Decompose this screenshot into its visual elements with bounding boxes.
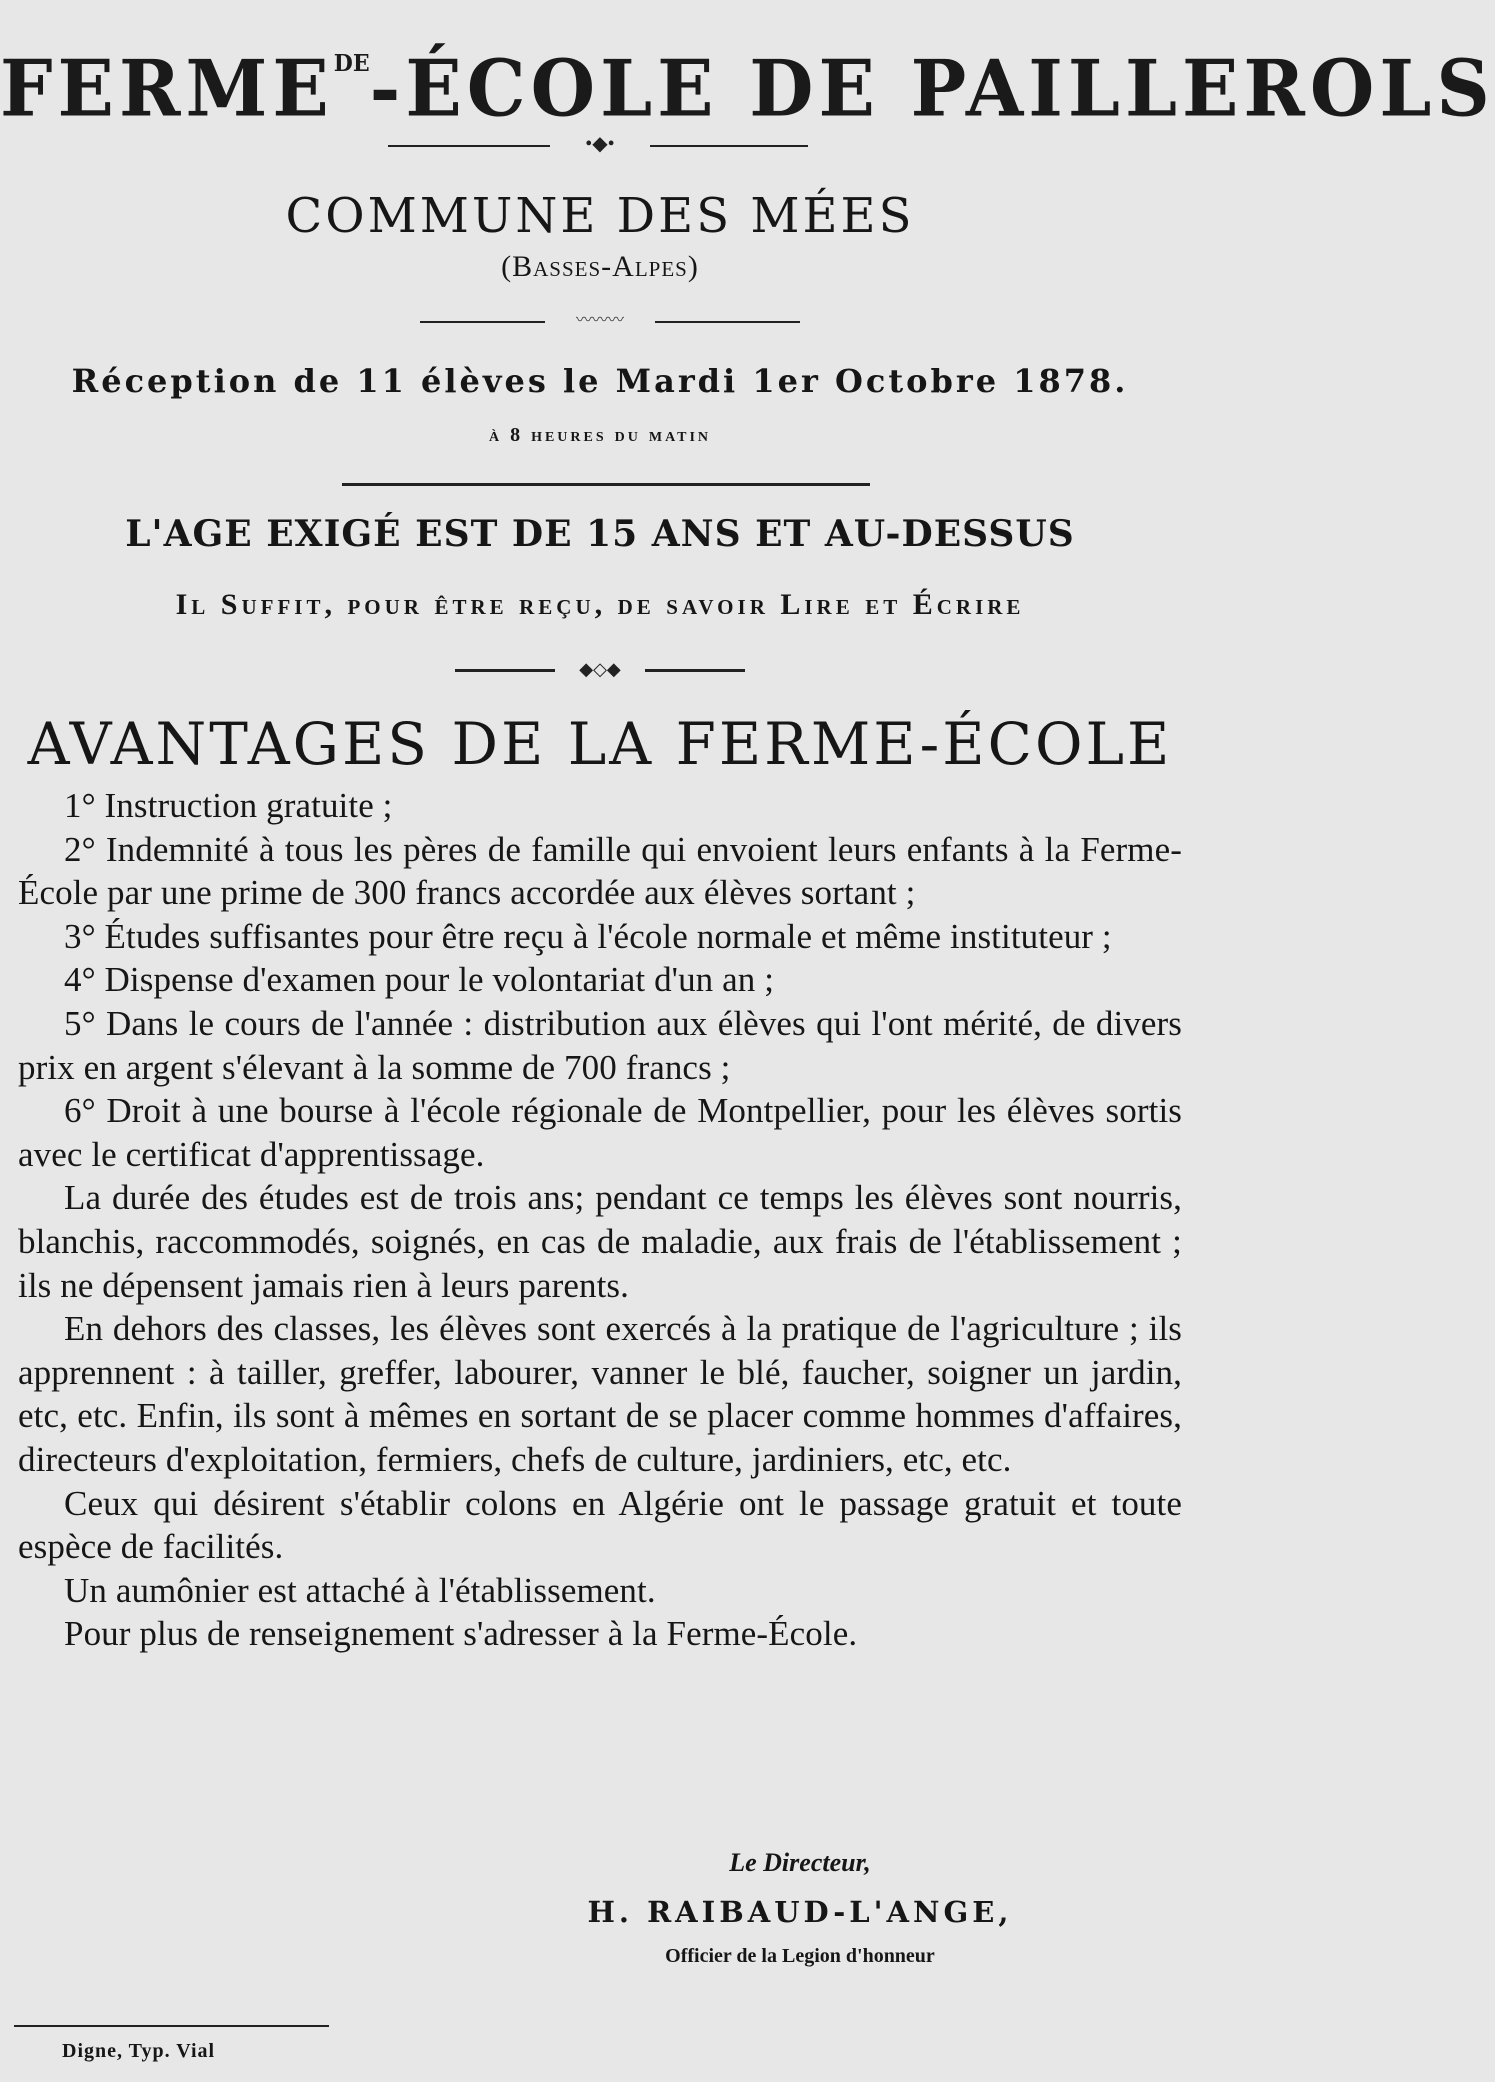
age-requirement: L'AGE EXIGÉ EST DE 15 ANS ET AU-DESSUS [125,513,1075,555]
advantage-paragraph: 1° Instruction gratuite ; [64,786,393,825]
signature-title: Officier de la Legion d'honneur [665,1945,935,1967]
title-part-2: -ÉCOLE DE PAILLEROLS [369,43,1495,135]
region-subheading: (Basses-Alpes) [501,250,699,283]
info-paragraph: En dehors des classes, les élèves sont exercés à la pratique de l'agriculture ; ils apprennent : à tailler, greffer, labourer, vanner le blé, faucher, soigner un jardin, etc, etc. Enfin, ils sont à mêmes en sortant de se placer comme hommes d'affaires, directeurs d'exploitation, fermiers, chefs de culture, jardiniers, etc, etc. [18,1309,1182,1479]
divider-ornament: ◆◇◆ [555,660,645,678]
commune-heading: COMMUNE DES MÉES [285,188,915,244]
advantage-paragraph: 4° Dispense d'examen pour le volontariat d'un an ; [64,960,775,1000]
title-part-1: FERME [0,43,334,135]
info-paragraph: La durée des études est de trois ans; pendant ce temps les élèves sont nourris, blanchis, raccommodés, soignés, en cas de maladie, aux frais de l'établissement ; ils ne dépensent jamais rien à leurs parents. [18,1178,1182,1305]
reading-requirement: Il Suffit, pour être reçu, de savoir Lire et Écrire [175,588,1025,621]
advantages-heading: AVANTAGES DE LA FERME-ÉCOLE [27,710,1173,778]
signature-role: Le Directeur, [729,1848,871,1877]
advantage-paragraph: 6° Droit à une bourse à l'école régionale de Montpellier, pour les élèves sortis avec le certificat d'apprentissage. [18,1091,1182,1174]
info-paragraph: Un aumônier est attaché à l'établissement. [64,1570,656,1610]
advantage-paragraph: 3° Études suffisantes pour être reçu à l'école normale et même instituteur ; [64,916,1112,956]
info-paragraph: Pour plus de renseignement s'adresser à la Ferme-École. [64,1614,858,1654]
divider-ornament: 〰〰〰 [545,313,655,329]
reception-hour: à 8 heures du matin [488,424,712,446]
signature-name: H. RAIBAUD-L'ANGE, [587,1895,1013,1929]
advantages-body [18,784,1182,1656]
info-paragraph: Ceux qui désirent s'établir colons en Algérie ont le passage gratuit et toute espèce de facilités. [18,1483,1182,1567]
advantage-paragraph: 5° Dans le cours de l'année : distribution aux élèves qui l'ont mérité, de divers prix en argent s'élevant à la somme de 700 francs ; [18,1003,1182,1087]
reception-notice: Réception de 11 élèves le Mardi 1er Octobre 1878. [71,362,1129,400]
advantage-paragraph: 2° Indemnité à tous les pères de famille qui envoient leurs enfants à la Ferme-École par une prime de 300 francs accordée aux élèves sortant ; [18,829,1182,913]
divider-line [342,483,870,486]
poster-title [0,43,1495,135]
footer-rule [14,2025,329,2027]
title-small-word: DE [333,50,370,78]
divider-ornament: •◆• [550,134,650,154]
printer-credit: Digne, Typ. Vial [62,2040,216,2062]
